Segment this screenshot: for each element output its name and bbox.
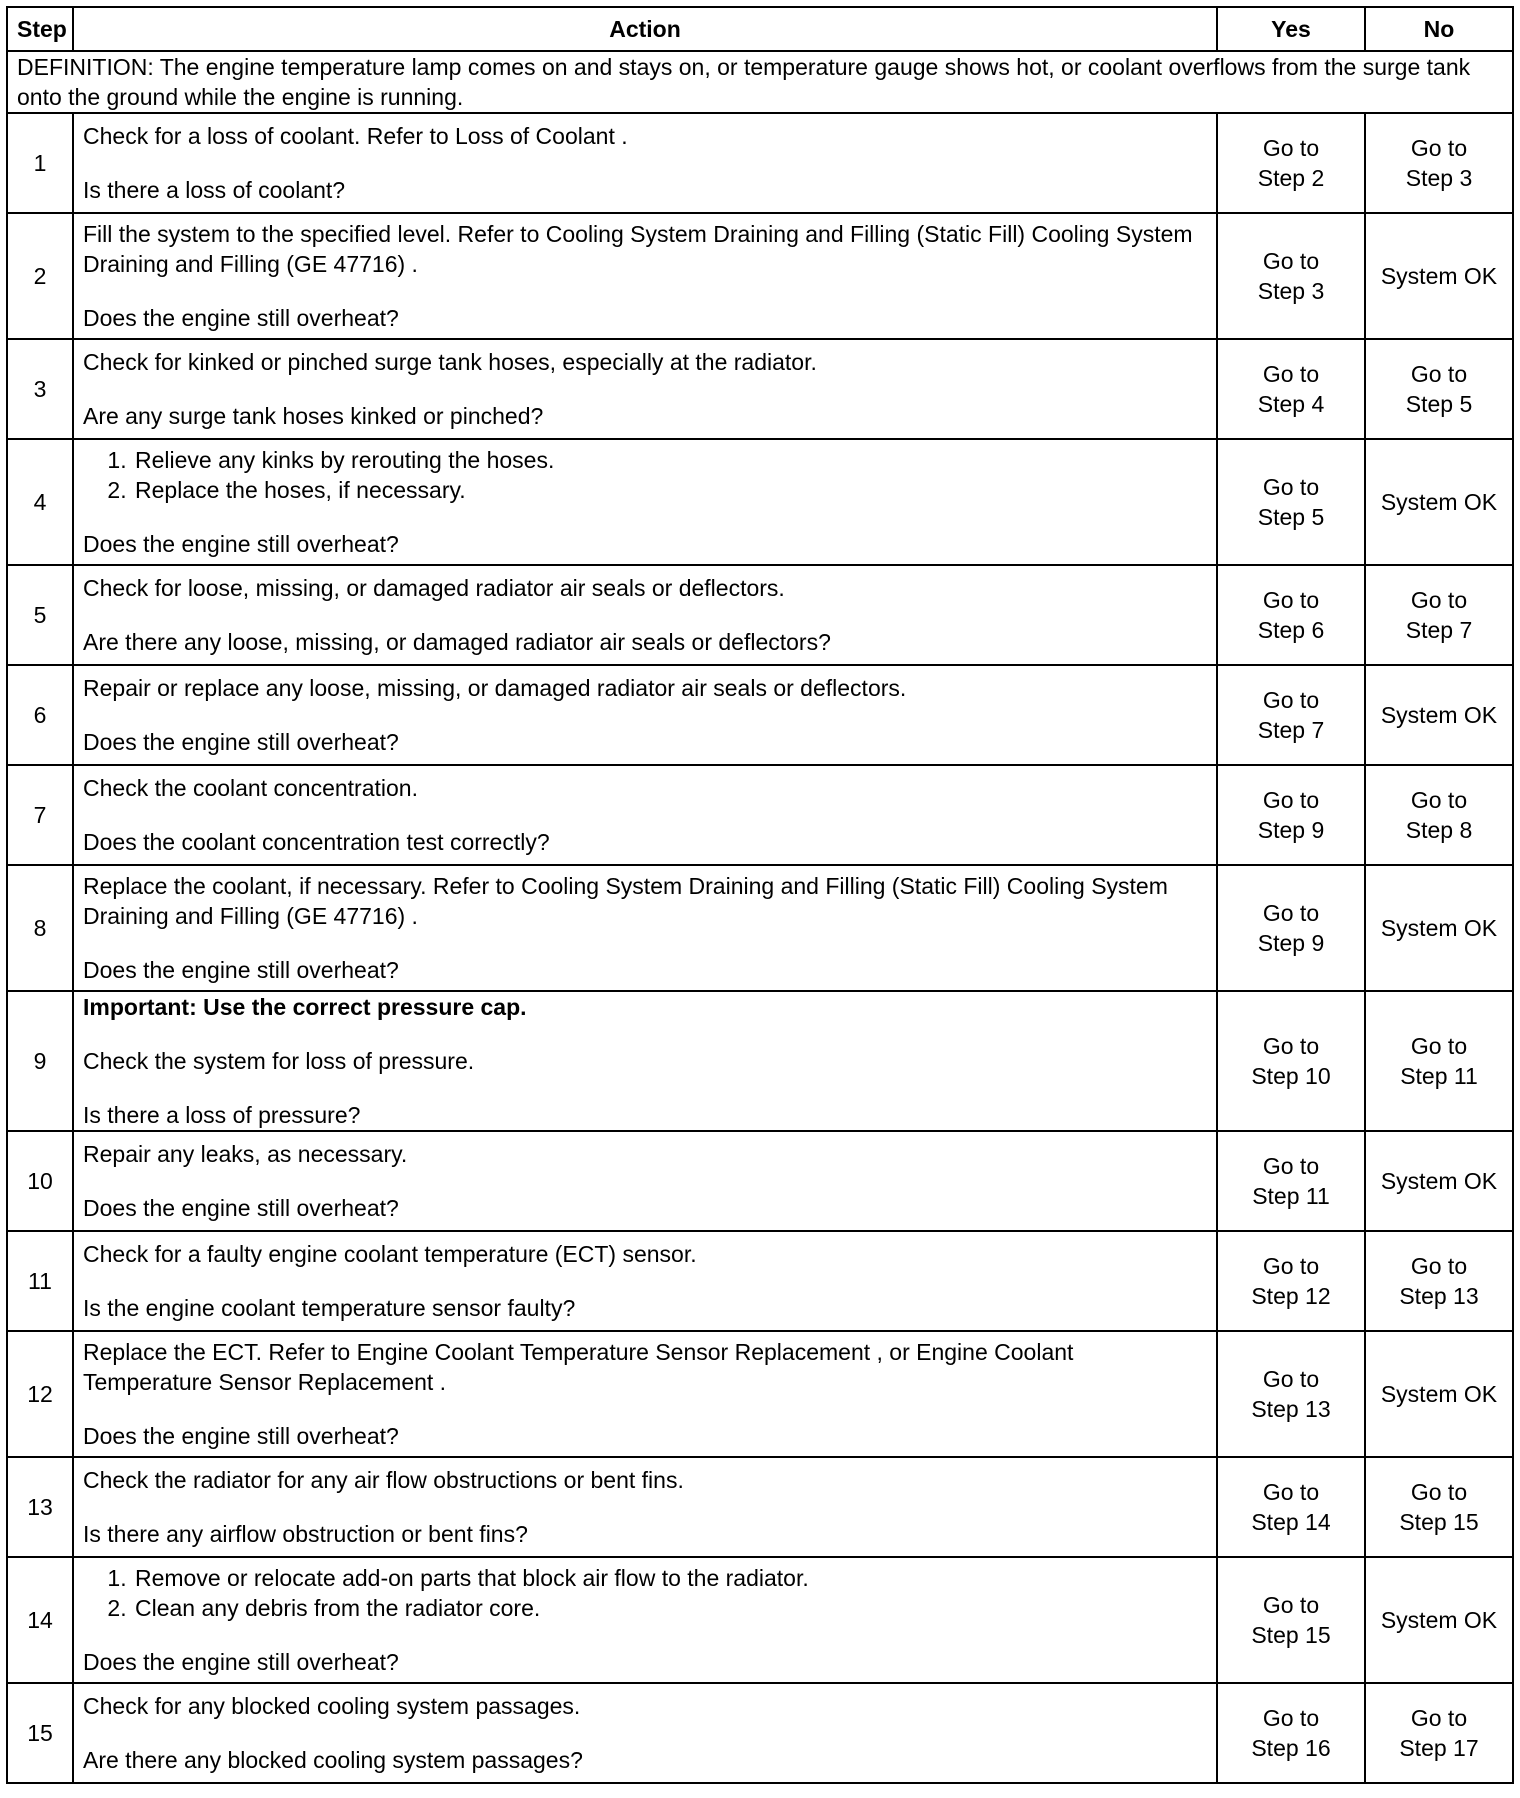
result-line: Step 5 — [1257, 504, 1325, 530]
result-line: Step 14 — [1251, 1509, 1331, 1535]
result-line: Step 15 — [1251, 1622, 1331, 1648]
step-instruction: Check for loose, missing, or damaged radiator air seals or deflectors. — [83, 575, 785, 601]
step-question: Are any surge tank hoses kinked or pinched? — [83, 403, 544, 429]
step-number: 12 — [7, 1331, 73, 1457]
step-question: Does the engine still overheat? — [83, 1649, 399, 1675]
result-line: Step 5 — [1405, 391, 1473, 417]
step-question: Does the engine still overheat? — [83, 957, 399, 983]
result-line: Go to — [1262, 1253, 1320, 1279]
step-yes-result — [1217, 1331, 1365, 1457]
header-yes: Yes — [1217, 7, 1365, 51]
step-no-result — [1365, 113, 1513, 213]
step-yes-result — [1217, 113, 1365, 213]
step-number: 3 — [7, 339, 73, 439]
step-row — [7, 113, 1513, 213]
step-row — [7, 565, 1513, 665]
result-line: Step 16 — [1251, 1735, 1331, 1761]
step-yes-result — [1217, 991, 1365, 1131]
result-line: Go to — [1262, 687, 1320, 713]
result-line: Step 7 — [1405, 617, 1473, 643]
step-yes-result — [1217, 865, 1365, 991]
result-line: Go to — [1262, 1033, 1320, 1059]
result-line: Step 11 — [1400, 1063, 1478, 1089]
step-action — [73, 665, 1217, 765]
step-row — [7, 339, 1513, 439]
step-number: 15 — [7, 1683, 73, 1783]
step-yes-result — [1217, 665, 1365, 765]
step-no-result — [1365, 565, 1513, 665]
step-no-result — [1365, 991, 1513, 1131]
step-number: 13 — [7, 1457, 73, 1557]
step-action — [73, 991, 1217, 1131]
step-number: 10 — [7, 1131, 73, 1231]
step-no-result — [1365, 865, 1513, 991]
result-line: Go to — [1262, 248, 1320, 274]
step-number: 8 — [7, 865, 73, 991]
result-line: Go to — [1262, 1479, 1320, 1505]
step-row — [7, 1683, 1513, 1783]
step-question: Is there a loss of coolant? — [83, 177, 346, 203]
step-question: Are there any loose, missing, or damaged radiator air seals or deflectors? — [83, 629, 831, 655]
step-no-result — [1365, 1131, 1513, 1231]
result-line: Step 15 — [1399, 1509, 1479, 1535]
header-action: Action — [73, 7, 1217, 51]
step-instruction: Replace the ECT. Refer to Engine Coolant Temperature Sensor Replacement , or Engine Coolant Temperature Sensor Replacement . — [83, 1339, 1074, 1395]
result-line: Go to — [1410, 1033, 1468, 1059]
step-number: 4 — [7, 439, 73, 565]
result-line: System OK — [1380, 1607, 1498, 1633]
result-line: Step 4 — [1257, 391, 1325, 417]
step-question: Does the engine still overheat? — [83, 729, 399, 755]
step-row — [7, 1457, 1513, 1557]
step-action — [73, 439, 1217, 565]
header-row — [7, 7, 1513, 51]
step-number: 1 — [7, 113, 73, 213]
action-list — [83, 445, 1207, 505]
step-instruction: Fill the system to the specified level. Refer to Cooling System Draining and Filling (Static Fill) Cooling System Draining and Filling (GE 47716) . — [83, 221, 1193, 277]
result-line: System OK — [1380, 1168, 1498, 1194]
action-list-item: 1. Relieve any kinks by rerouting the hoses. — [133, 445, 1207, 475]
step-question: Is there any airflow obstruction or bent fins? — [83, 1521, 528, 1547]
step-no-result — [1365, 765, 1513, 865]
step-no-result — [1365, 1331, 1513, 1457]
step-number: 14 — [7, 1557, 73, 1683]
step-instruction: Check for any blocked cooling system passages. — [83, 1693, 581, 1719]
step-row — [7, 1557, 1513, 1683]
result-line: Step 10 — [1251, 1063, 1331, 1089]
step-number: 9 — [7, 991, 73, 1131]
result-line: Step 2 — [1257, 165, 1325, 191]
result-line: Step 9 — [1257, 930, 1325, 956]
step-yes-result — [1217, 1131, 1365, 1231]
result-line: Step 3 — [1405, 165, 1473, 191]
step-question: Does the coolant concentration test correctly? — [83, 829, 550, 855]
step-row — [7, 1131, 1513, 1231]
result-line: Go to — [1262, 1705, 1320, 1731]
step-action — [73, 1331, 1217, 1457]
step-number: 6 — [7, 665, 73, 765]
result-line: System OK — [1380, 702, 1498, 728]
result-line: Go to — [1262, 135, 1320, 161]
result-line: Step 6 — [1257, 617, 1325, 643]
step-instruction: Check for a loss of coolant. Refer to Loss of Coolant . — [83, 123, 628, 149]
result-line: Step 12 — [1251, 1283, 1331, 1309]
step-instruction: Check the system for loss of pressure. — [83, 1048, 475, 1074]
step-number: 2 — [7, 213, 73, 339]
step-action — [73, 765, 1217, 865]
result-line: System OK — [1380, 1381, 1498, 1407]
step-instruction: Check for a faulty engine coolant temperature (ECT) sensor. — [83, 1241, 697, 1267]
step-question: Is there a loss of pressure? — [83, 1102, 361, 1128]
step-number: 5 — [7, 565, 73, 665]
step-yes-result — [1217, 439, 1365, 565]
result-line: Go to — [1262, 900, 1320, 926]
step-action — [73, 113, 1217, 213]
step-action — [73, 1683, 1217, 1783]
result-line: Go to — [1410, 1705, 1468, 1731]
step-yes-result — [1217, 1231, 1365, 1331]
step-instruction: Repair or replace any loose, missing, or damaged radiator air seals or deflectors. — [83, 675, 907, 701]
result-line: Go to — [1410, 361, 1468, 387]
step-action — [73, 1457, 1217, 1557]
step-no-result — [1365, 439, 1513, 565]
step-row — [7, 665, 1513, 765]
step-yes-result — [1217, 213, 1365, 339]
step-yes-result — [1217, 565, 1365, 665]
step-number: 11 — [7, 1231, 73, 1331]
step-row — [7, 991, 1513, 1131]
result-line: Step 3 — [1257, 278, 1325, 304]
result-line: Go to — [1262, 787, 1320, 813]
step-instruction: Check the radiator for any air flow obstructions or bent fins. — [83, 1467, 684, 1493]
result-line: Go to — [1262, 1366, 1320, 1392]
action-list — [83, 1563, 1207, 1623]
step-action — [73, 565, 1217, 665]
step-instruction: Check the coolant concentration. — [83, 775, 418, 801]
step-row — [7, 1331, 1513, 1457]
step-no-result — [1365, 1231, 1513, 1331]
step-action — [73, 339, 1217, 439]
important-text: : Use the correct pressure cap. — [189, 994, 527, 1020]
result-line: System OK — [1380, 489, 1498, 515]
important-label: Important — [83, 994, 190, 1020]
header-step: Step — [7, 7, 73, 51]
step-question: Does the engine still overheat? — [83, 531, 399, 557]
step-action — [73, 213, 1217, 339]
step-no-result — [1365, 665, 1513, 765]
result-line: Go to — [1262, 474, 1320, 500]
result-line: System OK — [1380, 263, 1498, 289]
diagnostic-table — [6, 6, 1514, 1784]
result-line: Step 13 — [1251, 1396, 1331, 1422]
step-yes-result — [1217, 765, 1365, 865]
step-no-result — [1365, 339, 1513, 439]
step-yes-result — [1217, 1557, 1365, 1683]
step-action — [73, 1231, 1217, 1331]
header-no: No — [1365, 7, 1513, 51]
step-question: Does the engine still overheat? — [83, 1195, 399, 1221]
result-line: Go to — [1262, 1592, 1320, 1618]
definition-text: DEFINITION: The engine temperature lamp comes on and stays on, or temperature gauge shows hot, or coolant overflows from the surge tank onto the ground while the engine is running. — [7, 51, 1513, 113]
step-action — [73, 1557, 1217, 1683]
step-question: Does the engine still overheat? — [83, 1423, 399, 1449]
result-line: Step 13 — [1399, 1283, 1479, 1309]
step-yes-result — [1217, 1457, 1365, 1557]
step-row — [7, 765, 1513, 865]
result-line: Go to — [1410, 1253, 1468, 1279]
result-line: Step 17 — [1399, 1735, 1479, 1761]
step-yes-result — [1217, 339, 1365, 439]
step-row — [7, 1231, 1513, 1331]
result-line: Go to — [1262, 1153, 1320, 1179]
step-no-result — [1365, 1683, 1513, 1783]
step-row — [7, 213, 1513, 339]
step-action — [73, 865, 1217, 991]
step-instruction: Replace the coolant, if necessary. Refer to Cooling System Draining and Filling (Static Fill) Cooling System Draining and Filling (GE 47716) . — [83, 873, 1168, 929]
step-question: Does the engine still overheat? — [83, 305, 399, 331]
result-line: Go to — [1410, 787, 1468, 813]
result-line: Go to — [1262, 361, 1320, 387]
action-list-item: 2. Replace the hoses, if necessary. — [133, 475, 1207, 505]
result-line: Go to — [1262, 587, 1320, 613]
result-line: Go to — [1410, 135, 1468, 161]
result-line: Go to — [1410, 1479, 1468, 1505]
result-line: Step 7 — [1257, 717, 1325, 743]
result-line: Step 11 — [1252, 1183, 1330, 1209]
step-question: Is the engine coolant temperature sensor faulty? — [83, 1295, 576, 1321]
action-list-item: 1. Remove or relocate add-on parts that block air flow to the radiator. — [133, 1563, 1207, 1593]
step-action — [73, 1131, 1217, 1231]
step-row — [7, 439, 1513, 565]
step-row — [7, 865, 1513, 991]
step-instruction: Check for kinked or pinched surge tank hoses, especially at the radiator. — [83, 349, 817, 375]
step-question: Are there any blocked cooling system passages? — [83, 1747, 583, 1773]
action-list-item: 2. Clean any debris from the radiator core. — [133, 1593, 1207, 1623]
step-no-result — [1365, 213, 1513, 339]
definition-row — [7, 51, 1513, 113]
step-yes-result — [1217, 1683, 1365, 1783]
step-no-result — [1365, 1557, 1513, 1683]
important-note — [83, 992, 1207, 1022]
step-number: 7 — [7, 765, 73, 865]
step-no-result — [1365, 1457, 1513, 1557]
result-line: Step 9 — [1257, 817, 1325, 843]
step-instruction: Repair any leaks, as necessary. — [83, 1141, 408, 1167]
result-line: Step 8 — [1405, 817, 1473, 843]
result-line: System OK — [1380, 915, 1498, 941]
result-line: Go to — [1410, 587, 1468, 613]
